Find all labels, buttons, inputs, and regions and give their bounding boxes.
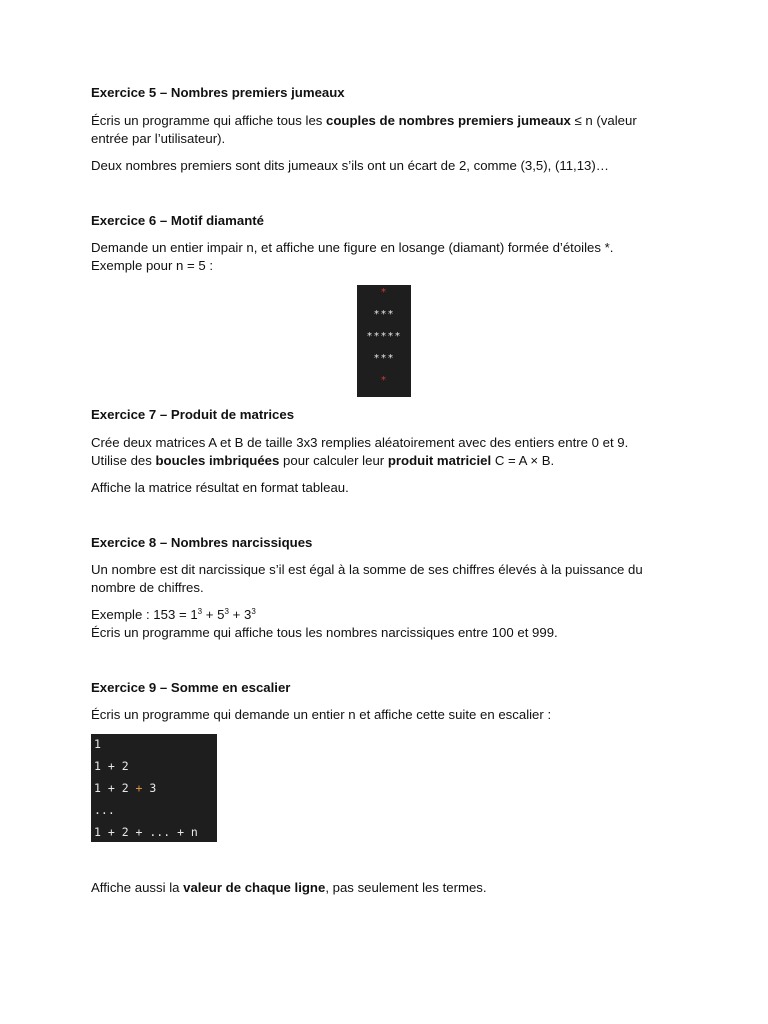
ex9-text: Affiche aussi la	[91, 880, 184, 895]
ex8-example	[91, 606, 256, 624]
ex8-paragraph-1: Un nombre est dit narcissique s’il est égal à la somme de ses chiffres élevés à la puissance du	[91, 562, 643, 577]
ex7-paragraph-1: Crée deux matrices A et B de taille 3x3 remplies aléatoirement avec des entiers entre 0 et 9.	[91, 435, 629, 450]
ex9-bold-text: valeur de chaque ligne	[183, 880, 326, 895]
ex7-text: pour calculer leur	[279, 453, 388, 468]
ex5-paragraph-2: Deux nombres premiers sont dits jumeaux s’ils ont un écart de 2, comme (3,5), (11,13)…	[91, 158, 609, 173]
diamond-row: *	[380, 375, 388, 386]
code-line: 1 + 2 + ... + n	[94, 825, 198, 839]
code-token: 1 + 2	[94, 781, 136, 795]
ex8-paragraph-1-cont: nombre de chiffres.	[91, 580, 204, 595]
code-line: ...	[94, 803, 115, 817]
diamond-code-block	[357, 285, 411, 397]
ex7-paragraph-3: Affiche la matrice résultat en format tableau.	[91, 480, 349, 495]
code-token: 3	[142, 781, 157, 795]
ex7-text: C = A × B.	[491, 453, 555, 468]
exponent: 3	[197, 607, 203, 616]
ex7-text: Utilise des	[91, 453, 156, 468]
ex7-paragraph-2	[91, 452, 554, 470]
ex5-bold-text: couples de nombres premiers jumeaux	[326, 113, 571, 128]
ex6-title: Exercice 6 – Motif diamanté	[91, 213, 264, 228]
ex7-bold-text: boucles imbriquées	[155, 453, 280, 468]
code-operator: +	[135, 781, 143, 795]
exponent: 3	[251, 607, 256, 616]
code-line: 1	[94, 737, 101, 751]
code-line: 1 + 2	[94, 759, 129, 773]
ex5-text: Écris un programme qui affiche tous les	[91, 113, 327, 128]
ex9-text: , pas seulement les termes.	[325, 880, 487, 895]
ex5-text: ≤ n (valeur	[570, 113, 637, 128]
ex6-paragraph-2: Exemple pour n = 5 :	[91, 258, 214, 273]
ex8-example-text: + 5	[202, 607, 225, 622]
ex8-example-text: + 3	[228, 607, 252, 622]
ex5-title: Exercice 5 – Nombres premiers jumeaux	[91, 85, 345, 100]
ex6-paragraph-1: Demande un entier impair n, et affiche une figure en losange (diamant) formée d’étoiles *.	[91, 240, 614, 255]
code-line	[94, 781, 156, 795]
diamond-row: *****	[366, 331, 402, 342]
exponent: 3	[224, 607, 229, 616]
diamond-row: *	[380, 287, 388, 298]
ex9-title: Exercice 9 – Somme en escalier	[91, 680, 291, 695]
ex8-title: Exercice 8 – Nombres narcissiques	[91, 535, 313, 550]
ex5-paragraph-1	[91, 112, 637, 130]
ex8-example-text: Exemple : 153 = 1	[91, 607, 198, 622]
ex5-paragraph-1-cont: entrée par l’utilisateur).	[91, 131, 226, 146]
ex9-paragraph-1: Écris un programme qui demande un entier n et affiche cette suite en escalier :	[91, 707, 552, 722]
ex8-paragraph-2: Écris un programme qui affiche tous les nombres narcissiques entre 100 et 999.	[91, 625, 558, 640]
ex7-bold-text: produit matriciel	[387, 453, 492, 468]
diamond-row: ***	[373, 309, 395, 320]
ex9-paragraph-2	[91, 879, 487, 897]
diamond-row: ***	[373, 353, 395, 364]
staircase-code-block	[91, 734, 217, 842]
ex7-title: Exercice 7 – Produit de matrices	[91, 407, 295, 422]
